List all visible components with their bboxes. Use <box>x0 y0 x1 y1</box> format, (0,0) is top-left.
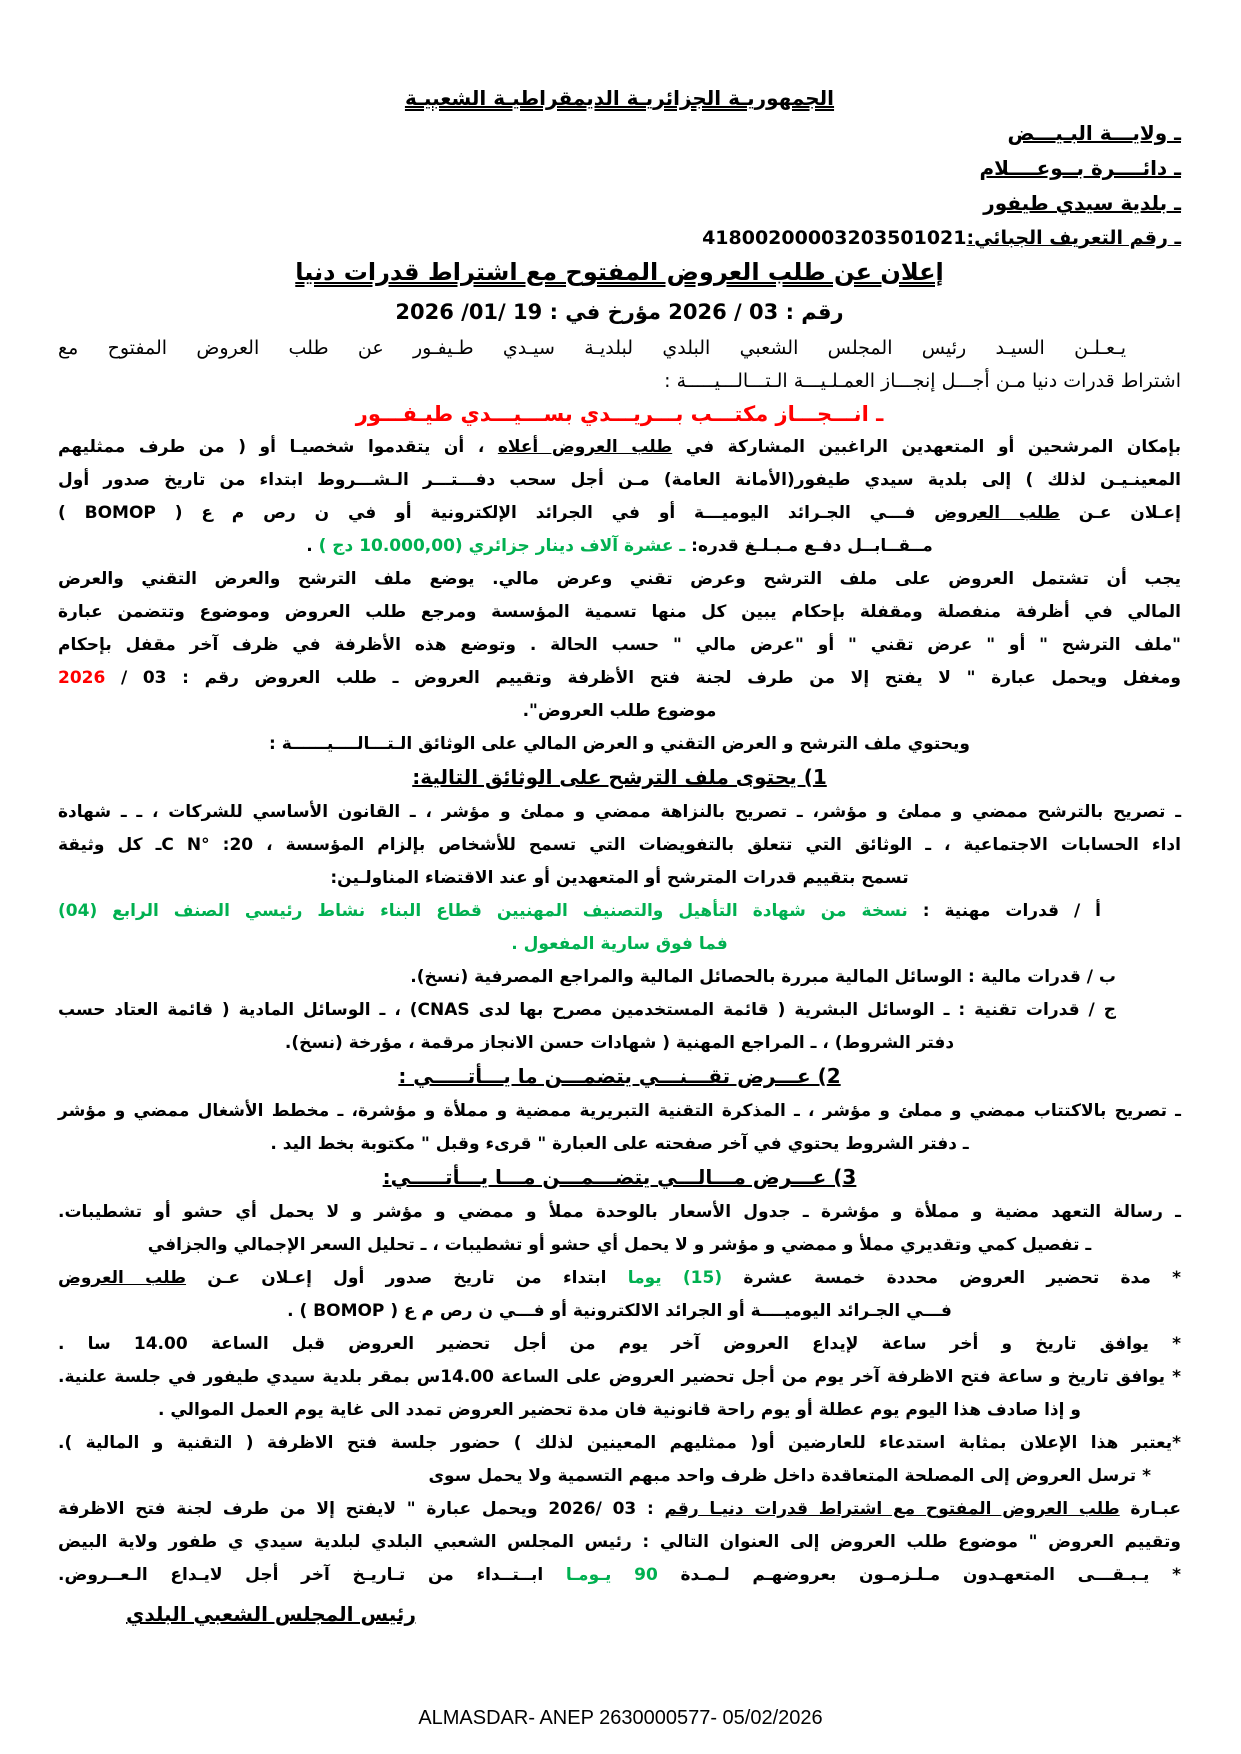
payment-line <box>58 530 1181 563</box>
tender-request-underlined-3: طلب العروض <box>58 1268 187 1288</box>
payment-amount-green: ـ عشرة آلاف دينار جزائري (10.000,00 دج ) <box>318 536 686 556</box>
commune-text: ـ بلدية سيدي طيفور <box>983 191 1181 215</box>
anep-footer: ALMASDAR- ANEP 2630000577- 05/02/2026 <box>418 1707 823 1729</box>
participation-line-2: المعينـيـن لذلك ) إلى بلدية سيدي طيفور(الأمانة العامة) مـن أجل سحب دفـــتـــر الـشـــروط ابتداء من تاريخ صدور أول <box>58 470 1181 490</box>
daira-line <box>58 152 1181 187</box>
address-line: وتقييم العروض " موضوع طلب العروض إلى العنوان التالي : رئيس المجلس الشعبي البلدي لبلدية سيدي ي طفور ولاية البيض <box>58 1532 1181 1552</box>
envelope-phrase-line <box>58 1493 1181 1526</box>
professional-capacities-label: أ / قدرات مهنية : <box>907 901 1101 921</box>
envelopes-line-2: المالي في أظرفة منفصلة ومقفلة بإحكام يبين كل منها تسمية المؤسسة ومرجع طلب العروض وموضوع وتتضمن عبارة <box>58 602 1181 622</box>
sealed-phrase-text: ومغفل ويحمل عبارة " لا يفتح إلا من طرف لجنة فتح الأظرفة وتقييم العروض ـ طلب العروض رقم : 03 / <box>105 668 1182 688</box>
candidacy-doc-line-1: ـ تصريح بالترشح ممضي و مملئ و مؤشر، ـ تصريح بالنزاهة ممضي و مملئ و مؤشر ، ـ القانون الأساسي للشركات ، ـ ـ شهادة <box>58 802 1181 822</box>
technical-capacities-line-2: دفتر الشروط) ، ـ المراجع المهنية ( شهادات حسن الانجاز مرقمة ، مؤرخة (نسخ). <box>284 1033 955 1053</box>
financial-offer-line-2: ـ تفصيل كمي وتقديري مملأ و ممضي و مؤشر و لا يحمل أي حشو أو تشطيبات ، ـ تحليل السعر الإجمالي والجزافي <box>147 1235 1092 1255</box>
envelopes-line-4 <box>58 662 1181 695</box>
operation-title: ـ انـــجـــاز مكتـــب بـــريـــدي بســـيـــدي طيـفـــور <box>355 402 884 426</box>
reference-line: رقم : 03 / 2026 مؤرخ في : 19 /01/ 2026 <box>395 300 844 324</box>
financial-capacities-line: ب / قدرات مالية : الوسائل المالية مبررة بالحصائل المالية والمراجع المصرفية (نسخ). <box>410 967 1116 987</box>
section-2-heading-line <box>58 1060 1181 1095</box>
sending-offers-line: * ترسل العروض إلى المصلحة المتعاقدة داخل ظرف واحد مبهم التسمية ولا يحمل سوى <box>428 1466 1151 1486</box>
envelopes-line-5: موضوع طلب العروض". <box>522 701 717 721</box>
wilaya-text: ـ ولايـــة البـيـــض <box>1007 121 1181 145</box>
candidacy-doc-line-3: تسمح بتقييم قدرات المترشح أو المتعهدين أو عند الاقتضاء المناولـين: <box>330 868 909 888</box>
tax-id-number: 41800200003203501021 <box>702 227 967 249</box>
preparation-text-a: * مدة تحضير العروض محددة خمسة عشرة <box>722 1268 1182 1288</box>
tender-request-underlined: طلب العروض أعلاه <box>497 437 673 457</box>
casnos-number: C N° :20 <box>161 835 254 855</box>
announcement-text-b: فـــي الجـرائد اليوميـــة أو في الجرائد الإلكترونية أو في ن رص م ع ( BOMOP ) <box>58 503 935 523</box>
fifteen-days-green: (15) يوما <box>627 1268 723 1288</box>
ninety-days-green: 90 يـومـا <box>565 1565 658 1585</box>
participation-text-a: بإمكان المرشحين أو المتعهدين الراغبين المشاركة في <box>672 437 1181 457</box>
wilaya-line <box>58 117 1181 152</box>
announcement-text-a: إعـلان عـن <box>1059 503 1181 523</box>
intro-line-2: اشتراط قدرات دنيا مـن أجـــل إنجـــاز العمـلـيـــة الـتـــالـــيـــــة : <box>664 370 1181 392</box>
phrase-text-a: عبـارة <box>1119 1499 1181 1519</box>
validity-text-b: ابــتــداء من تـاريـخ آخر أجل لايـداع الـعــروض. <box>58 1565 566 1585</box>
preparation-period-line <box>58 1262 1181 1295</box>
qualification-certificate-green: نسخة من شهادة التأهيل والتصنيف المهنيين قطاع البناء نشاط رئيسي الصنف الرابع (04) <box>58 901 908 921</box>
section-1-heading: 1) يحتوى ملف الترشح على الوثائق التالية: <box>412 765 827 789</box>
commune-line <box>58 187 1181 222</box>
section-2-heading: 2) عـــرض تقـــنـــي يتضمـــن ما يـــأتـــــي : <box>398 1064 841 1088</box>
payment-period: . <box>306 536 319 556</box>
technical-offer-line-2: ـ دفتر الشروط يحتوي في آخر صفحته على العبارة " قرىء وقبل " مكتوبة بخط اليد . <box>270 1134 969 1154</box>
professional-capacities-line <box>58 895 1181 928</box>
participation-line-3 <box>58 497 1181 530</box>
tender-request-underlined-2: طلب العروض <box>934 503 1060 523</box>
section-3-heading-line <box>58 1161 1181 1196</box>
republic-heading-text: الجمهوريـة الجزائريـة الديمقراطيـة الشعبيـة <box>404 86 835 110</box>
phrase-text-b: : 03 /2026 ويحمل عبارة " لايفتح إلا من طرف لجنة فتح الاظرفة <box>58 1499 665 1519</box>
validity-text-a: * يـبـقـــى المتعهـدون مـلـزمـون بعروضهـم لـمـدة <box>657 1565 1181 1585</box>
notice-title-line <box>58 256 1181 292</box>
technical-offer-line-1: ـ تصريح بالاكتتاب ممضي و مملئ و مؤشر ، ـ المذكرة التقنية التبريرية ممضية و مملأة و مؤشرة، ـ مخطط الأشغال ممضي و مؤشر <box>58 1101 1181 1121</box>
every-document-text: ـ كل وثيقة <box>58 835 162 855</box>
tax-id-line <box>58 222 1181 256</box>
republic-heading <box>58 82 1181 117</box>
notice-title: إعلان عن طلب العروض المفتوح مع اشتراط قدرات دنيا <box>295 258 944 286</box>
press-line: فـــي الجـرائد اليوميــــة أو الجرائد الالكترونية أو فـــي ن رص م ع ( BOMOP ) . <box>287 1301 952 1321</box>
payment-label: مــقــابــل دفـع مـبـلـغ قدره: <box>685 536 933 556</box>
holiday-extension-line: و إذا صادف هذا اليوم يوم عطلة أو يوم راحة قانونية فان مدة تحضير العروض تمدد الى غاية يوم العمل الموالي . <box>158 1400 1081 1420</box>
validity-period-line <box>58 1559 1181 1592</box>
section-1-heading-line <box>58 761 1181 796</box>
intro-line-1: يـعـلـن السيـد رئيس المجلس الشعبي البلدي لبلديـة سيـدي طـيفـور عن طلب العروض المفتوح مع <box>58 337 1126 359</box>
financial-offer-line-1: ـ رسالة التعهد مضية و مملأة و مؤشرة ـ جدول الأسعار بالوحدة مملأ و ممضي و مؤشر و لا يحمل أي حشو أو تشطيبات. <box>58 1202 1181 1222</box>
documents-intro-line: ويحتوي ملف الترشح و العرض التقني و العرض المالي على الوثائق الـتـــالــــيــــــة : <box>269 734 970 754</box>
envelopes-line-3: "ملف الترشح " أو " عرض تقني " أو "عرض مالي " حسب الحالة . وتوضع هذه الأظرفة في ظرف آخر مقفل بإحكام <box>58 635 1181 655</box>
opening-session-line: * يوافق تاريخ و ساعة فتح الاظرفة آخر يوم من أجل تحضير العروض على الساعة 14.00س بمقر بلدية سيدي طيفور في جلسة علنية. <box>58 1367 1181 1387</box>
tender-phrase-underlined: طلب العروض المفتوح مع اشتراط قدرات دنيـا رقم <box>664 1499 1120 1519</box>
delegation-text: اداء الحسابات الاجتماعية ، ـ الوثائق التي تتعلق بالتفويضات التي تسمح للأشخاص بإلزام المؤسسة ، <box>253 835 1181 855</box>
signature-line <box>58 1592 1181 1633</box>
daira-text: ـ دائــــرة بــوعــــلام <box>979 156 1181 180</box>
participation-line-1 <box>58 431 1181 464</box>
section-3-heading: 3) عـــرض مـــالـــي يتضـــمـــن مـــا يـــأتـــــي: <box>382 1165 857 1189</box>
deposit-deadline-line: * يوافق تاريخ و أخر ساعة لإيداع العروض آخر يوم من أجل تحضير العروض قبل الساعة 14.00 سا . <box>58 1334 1181 1354</box>
tax-id-label: ـ رقم التعريف الجبائي: <box>966 227 1181 249</box>
participation-text-b: ، أن يتقدموا شخصيـا أو ( من طرف ممثليهم <box>58 437 498 457</box>
validity-line-green: فما فوق سارية المفعول . <box>511 934 728 954</box>
envelopes-line-1: يجب أن تشتمل العروض على ملف الترشح وعرض تقني وعرض مالي. يوضع ملف الترشح والعرض التقني والعرض <box>58 569 1181 589</box>
signature-title: رئيس المجلس الشعبي البلدي <box>126 1602 416 1626</box>
document-content <box>58 82 1181 1633</box>
candidacy-doc-line-2 <box>58 829 1181 862</box>
tender-year-red: 2026 <box>58 668 106 688</box>
technical-capacities-line-1: ج / قدرات تقنية : ـ الوسائل البشرية ( قائمة المستخدمين مصرح بها لدى CNAS) ، ـ الوسائل المادية ( قائمة العتاد حسب <box>58 1000 1116 1020</box>
preparation-text-b: ابتداء من تاريخ صدور أول إعـلان عـن <box>186 1268 628 1288</box>
invitation-line: *يعتبر هذا الإعلان بمثابة استدعاء للعارضين أو( ممثليهم المعينين لذلك ) حضور جلسة فتح الاظرفة ( التقنية و المالية ). <box>58 1433 1181 1453</box>
